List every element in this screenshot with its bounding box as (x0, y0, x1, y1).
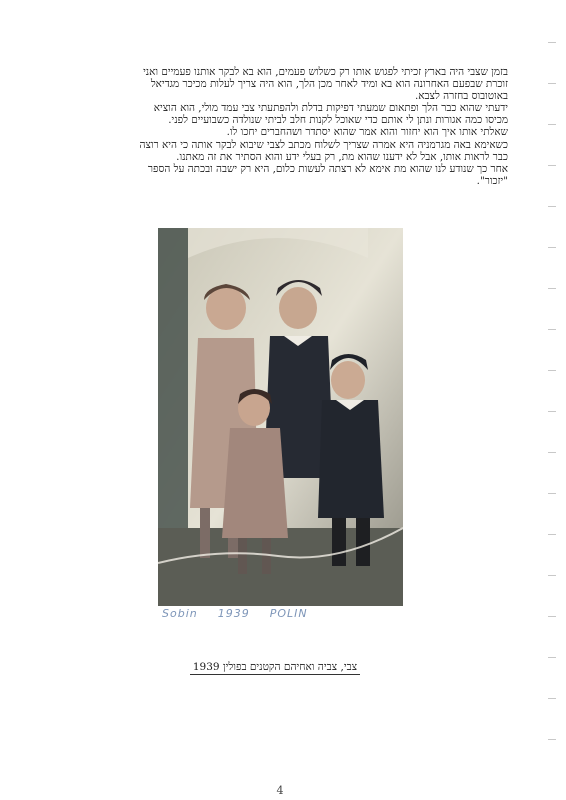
margin-tick (548, 165, 556, 166)
margin-tick (548, 616, 556, 617)
handwritten-word: 1939 (217, 607, 250, 620)
margin-tick (548, 575, 556, 576)
text-line: כבר לראות אותו, אבל לא ידענו שהוא מת, רק בעלי ידע והוא הסתיר את זה מאתנו. (176, 150, 508, 163)
photo-caption: צבי, צביה ואחיהם הקטנים בפולין 1939 (190, 661, 360, 675)
margin-tick (548, 247, 556, 248)
body-text (88, 66, 508, 187)
margin-tick (548, 124, 556, 125)
margin-tick (548, 493, 556, 494)
text-line: אחר כך שנודע לנו שהוא מת אימא לא רצתה לעשות כלום, היא רק ישבה ובכתה על הספר (147, 162, 508, 175)
text-line: מכיסו כמה אגורות ונתן לי אותם כדי שאוכל לקנות חלב לביתי שנולדה כשבועיים לפני. (168, 114, 508, 127)
family-photo (158, 228, 403, 606)
text-line: "יזכור". (476, 174, 508, 187)
margin-tick (548, 534, 556, 535)
margin-ticks (544, 0, 556, 800)
margin-tick (548, 370, 556, 371)
text-line: שאלתי אותו איך הוא יחזור והוא אמר שהוא יסתדר ושהחברים יחכו לו. (226, 126, 508, 139)
page-number: 4 (276, 784, 284, 797)
text-line: ידעתי שהוא כבר הלך ופתאום שמעתי דפיקות בדלת ולהפתעתי צבי עמד מולי, הוא הוציא (153, 102, 508, 115)
handwritten-word: Sobin (162, 607, 198, 620)
margin-tick (548, 739, 556, 740)
margin-tick (548, 42, 556, 43)
margin-tick (548, 657, 556, 658)
handwritten-word: POLIN (269, 607, 308, 620)
margin-tick (548, 698, 556, 699)
margin-tick (548, 288, 556, 289)
margin-tick (548, 452, 556, 453)
margin-tick (548, 83, 556, 84)
margin-tick (548, 329, 556, 330)
family-photo-illustration (158, 228, 403, 606)
text-line: זוכרת שבפעם האחרונה הוא בא ומיד לאחר מכן הלך, הוא היה צריך לעלות מכיכר מגדיאל (150, 78, 508, 91)
photo-handwritten-note (162, 607, 372, 625)
text-line: בזמן שצבי היה בארץ זכיתי לפגוש אותו רק כשלוש פעמים, הוא בא לבקר אותנו פעמיים ואני (143, 66, 508, 78)
text-line: באוטובוס בחזרה לצבא. (414, 90, 508, 103)
margin-tick (548, 411, 556, 412)
margin-tick (548, 206, 556, 207)
text-line: כשאימא באה מגרמניה היא אמרה שצריך לשלוח מכתב לצבי שיבוא לבקר אותה כי היא רוצה (139, 138, 508, 151)
